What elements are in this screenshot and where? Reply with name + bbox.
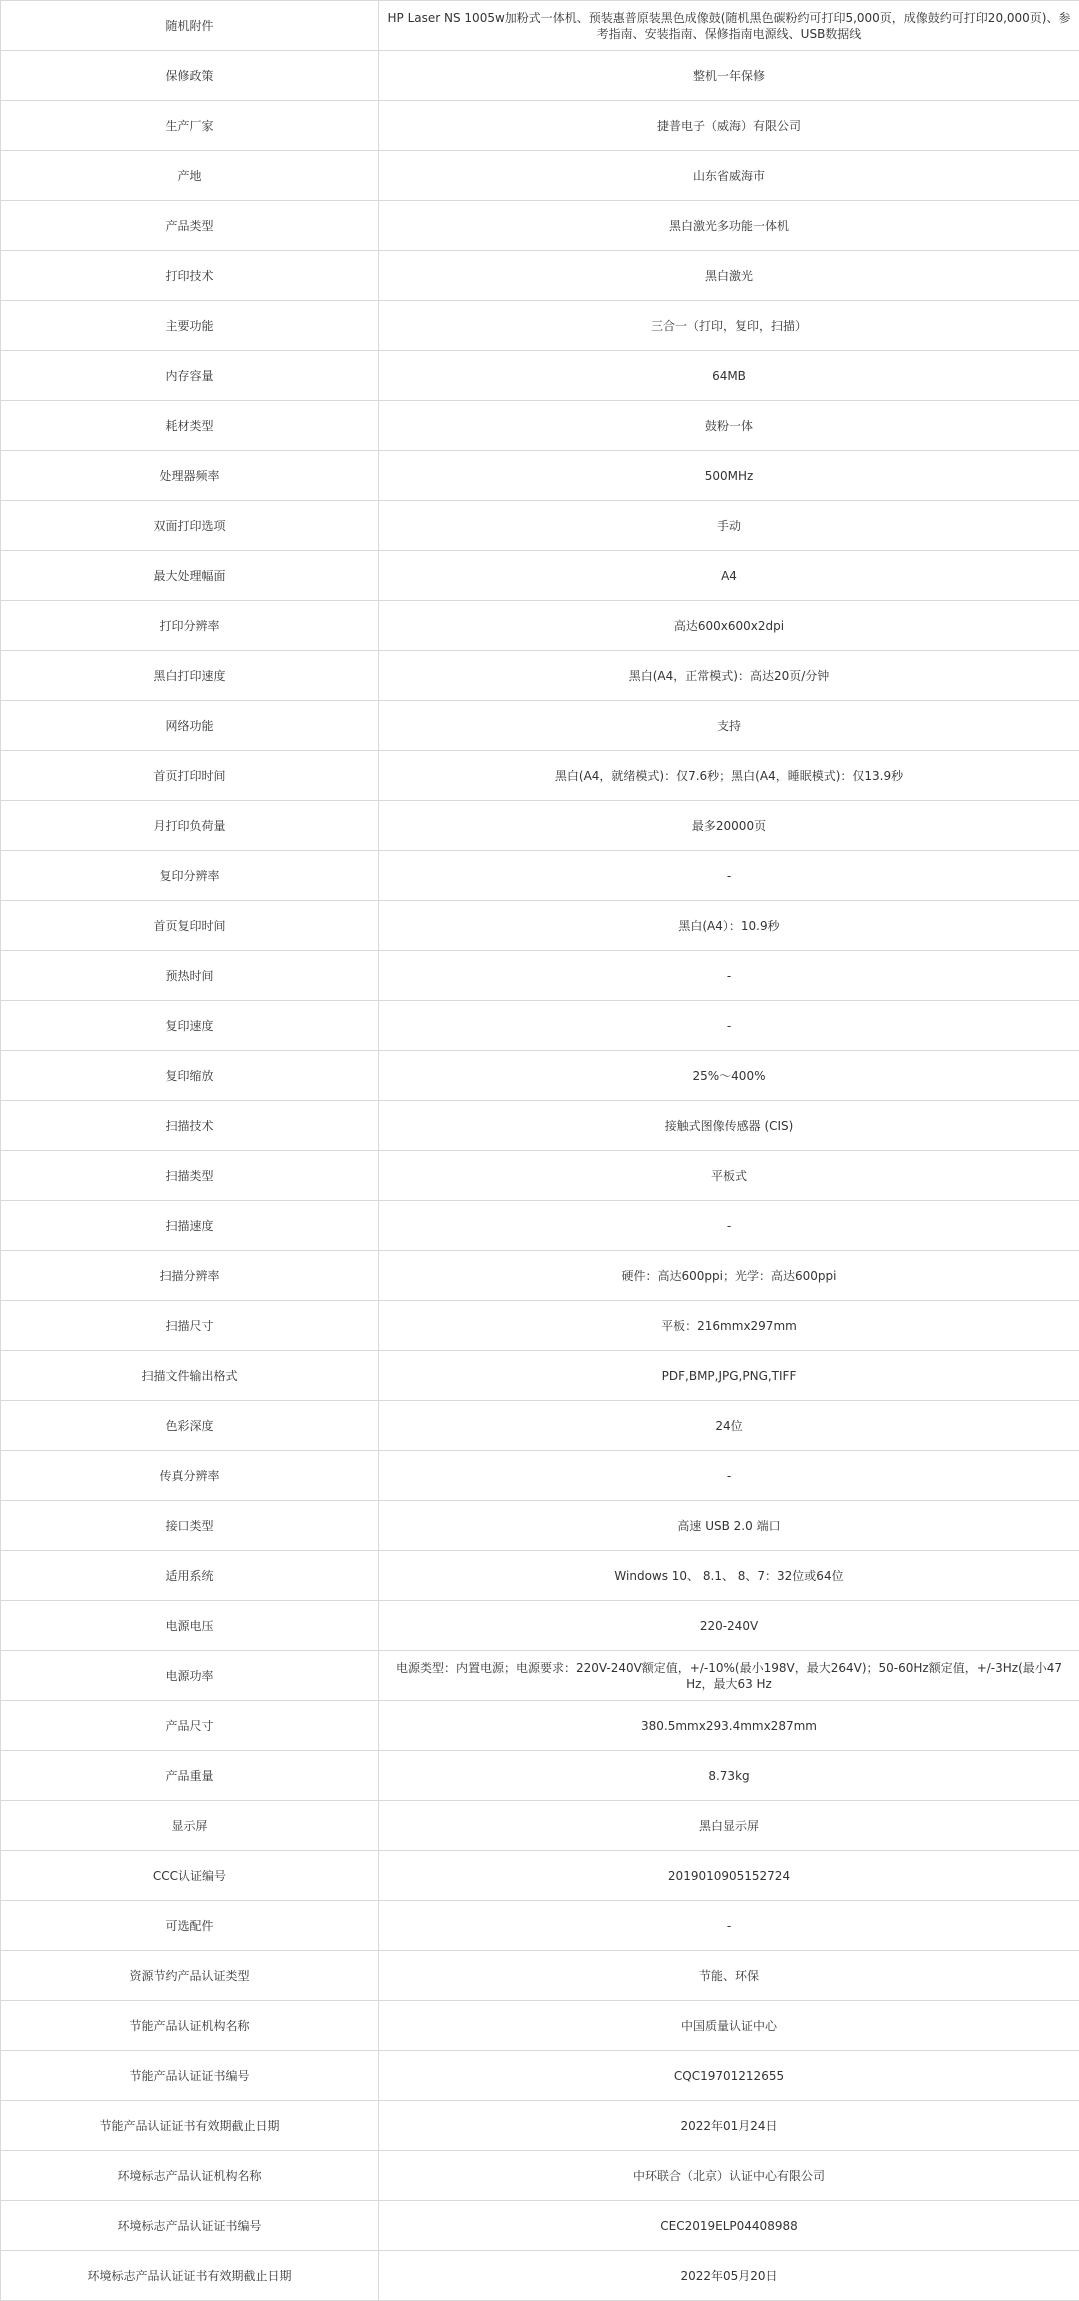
spec-row — [0, 251, 1079, 301]
spec-key: 扫描文件输出格式 — [0, 1351, 379, 1400]
spec-key: 可选配件 — [0, 1901, 379, 1950]
spec-row — [0, 1351, 1079, 1401]
spec-key: 传真分辨率 — [0, 1451, 379, 1500]
spec-key: 打印分辨率 — [0, 601, 379, 650]
spec-row — [0, 1851, 1079, 1901]
spec-key: 产品类型 — [0, 201, 379, 250]
spec-value: 平板式 — [710, 1168, 747, 1183]
spec-key: 主要功能 — [0, 301, 379, 350]
spec-value: 捷普电子（威海）有限公司 — [656, 118, 801, 133]
spec-value: A4 — [721, 568, 737, 583]
spec-key: 环境标志产品认证证书编号 — [0, 2201, 379, 2250]
spec-row — [0, 1551, 1079, 1601]
spec-value: 节能、环保 — [698, 1968, 759, 1983]
spec-row — [0, 951, 1079, 1001]
spec-row — [0, 1501, 1079, 1551]
spec-key: 复印速度 — [0, 1001, 379, 1050]
spec-row — [0, 1451, 1079, 1501]
spec-key: 复印缩放 — [0, 1051, 379, 1100]
spec-key: 产地 — [0, 151, 379, 200]
spec-row — [0, 1251, 1079, 1301]
spec-value: 2022年01月24日 — [680, 2118, 778, 2133]
spec-value: 8.73kg — [708, 1768, 750, 1783]
spec-value: 三合一（打印，复印，扫描） — [650, 318, 807, 333]
spec-row — [0, 601, 1079, 651]
spec-row — [0, 1201, 1079, 1251]
spec-key: CCC认证编号 — [0, 1851, 379, 1900]
spec-key: 节能产品认证证书编号 — [0, 2051, 379, 2100]
spec-key: 预热时间 — [0, 951, 379, 1000]
spec-key: 扫描尺寸 — [0, 1301, 379, 1350]
spec-row — [0, 651, 1079, 701]
spec-value: 2019010905152724 — [667, 1868, 791, 1883]
spec-value: 24位 — [715, 1418, 743, 1433]
spec-row — [0, 1001, 1079, 1051]
spec-row — [0, 351, 1079, 401]
spec-key: 扫描分辨率 — [0, 1251, 379, 1300]
spec-key: 打印技术 — [0, 251, 379, 300]
spec-row — [0, 1101, 1079, 1151]
spec-row — [0, 2251, 1079, 2301]
spec-row — [0, 151, 1079, 201]
spec-value: 中国质量认证中心 — [680, 2018, 777, 2033]
spec-value: 接触式图像传感器 (CIS) — [664, 1118, 794, 1133]
spec-row — [0, 51, 1079, 101]
spec-key: 节能产品认证机构名称 — [0, 2001, 379, 2050]
spec-value: 平板：216mmx297mm — [661, 1318, 797, 1333]
spec-key: 接口类型 — [0, 1501, 379, 1550]
spec-key: 月打印负荷量 — [0, 801, 379, 850]
spec-value: 黑白(A4）：10.9秒 — [678, 918, 780, 933]
spec-key: 黑白打印速度 — [0, 651, 379, 700]
spec-row — [0, 751, 1079, 801]
spec-value: 手动 — [716, 518, 741, 533]
spec-value: 2022年05月20日 — [680, 2268, 778, 2283]
spec-key: 随机附件 — [0, 1, 379, 50]
spec-row — [0, 201, 1079, 251]
spec-key: 扫描技术 — [0, 1101, 379, 1150]
spec-key: 耗材类型 — [0, 401, 379, 450]
spec-row — [0, 2101, 1079, 2151]
spec-value: 山东省威海市 — [692, 168, 765, 183]
spec-row — [0, 1151, 1079, 1201]
spec-key: 资源节约产品认证类型 — [0, 1951, 379, 2000]
spec-key: 保修政策 — [0, 51, 379, 100]
spec-row — [0, 1701, 1079, 1751]
spec-value: - — [726, 868, 732, 883]
spec-key: 适用系统 — [0, 1551, 379, 1600]
spec-row — [0, 1301, 1079, 1351]
spec-row — [0, 551, 1079, 601]
spec-value: 500MHz — [704, 468, 754, 483]
spec-value: CEC2019ELP04408988 — [660, 2218, 798, 2233]
spec-key: 色彩深度 — [0, 1401, 379, 1450]
spec-row — [0, 501, 1079, 551]
spec-key: 双面打印选项 — [0, 501, 379, 550]
spec-value: 高达600x600x2dpi — [673, 618, 785, 633]
spec-row — [0, 2201, 1079, 2251]
spec-row — [0, 301, 1079, 351]
spec-value: 支持 — [716, 718, 741, 733]
spec-value: 25%～400% — [692, 1068, 766, 1083]
spec-value: 最多20000页 — [691, 818, 767, 833]
spec-key: 处理器频率 — [0, 451, 379, 500]
spec-row — [0, 401, 1079, 451]
spec-value: 黑白激光多功能一体机 — [668, 218, 789, 233]
spec-key: 产品尺寸 — [0, 1701, 379, 1750]
spec-row — [0, 1951, 1079, 2001]
spec-row — [0, 851, 1079, 901]
spec-row — [0, 101, 1079, 151]
spec-row — [0, 451, 1079, 501]
spec-value: CQC19701212655 — [673, 2068, 785, 2083]
spec-value: - — [726, 968, 732, 983]
spec-key: 节能产品认证证书有效期截止日期 — [0, 2101, 379, 2150]
spec-value: 黑白(A4，就绪模式)：仅7.6秒；黑白(A4，睡眠模式)：仅13.9秒 — [554, 768, 904, 783]
spec-row — [0, 1751, 1079, 1801]
spec-row — [0, 901, 1079, 951]
spec-row — [0, 1901, 1079, 1951]
spec-value: 鼓粉一体 — [704, 418, 753, 433]
spec-value: 380.5mmx293.4mmx287mm — [641, 1718, 817, 1733]
spec-key: 首页复印时间 — [0, 901, 379, 950]
spec-value: 黑白显示屏 — [698, 1818, 759, 1833]
spec-key: 首页打印时间 — [0, 751, 379, 800]
spec-key: 产品重量 — [0, 1751, 379, 1800]
spec-key: 网络功能 — [0, 701, 379, 750]
spec-row — [0, 2051, 1079, 2101]
spec-key: 最大处理幅面 — [0, 551, 379, 600]
spec-value: - — [726, 1018, 732, 1033]
spec-key: 环境标志产品认证证书有效期截止日期 — [0, 2251, 379, 2300]
spec-value: Windows 10、 8.1、 8、7：32位或64位 — [614, 1568, 844, 1583]
spec-row — [0, 1051, 1079, 1101]
spec-row — [0, 801, 1079, 851]
spec-key: 内存容量 — [0, 351, 379, 400]
spec-row — [0, 2151, 1079, 2201]
spec-row — [0, 1601, 1079, 1651]
spec-key: 环境标志产品认证机构名称 — [0, 2151, 379, 2200]
spec-value: - — [726, 1218, 732, 1233]
spec-value: 黑白(A4，正常模式)：高达20页/分钟 — [628, 668, 830, 683]
spec-value: - — [726, 1918, 732, 1933]
spec-value: 高速 USB 2.0 端口 — [677, 1518, 781, 1533]
spec-value: 硬件：高达600ppi；光学：高达600ppi — [621, 1268, 837, 1283]
spec-value: 黑白激光 — [704, 268, 753, 283]
spec-key: 生产厂家 — [0, 101, 379, 150]
spec-key: 扫描类型 — [0, 1151, 379, 1200]
spec-value: - — [726, 1468, 732, 1483]
spec-value: 电源类型：内置电源；电源要求：220V-240V额定值，+/-10%(最小198V，最大264V)；50-60Hz额定值，+/-3Hz(最小47 Hz，最大63 Hz — [395, 1660, 1063, 1691]
spec-key: 电源功率 — [0, 1651, 379, 1700]
spec-row — [0, 701, 1079, 751]
spec-value: HP Laser NS 1005w加粉式一体机、预装惠普原装黑色成像鼓(随机黑色碳粉约可打印5,000页，成像鼓约可打印20,000页)、参考指南、安装指南、保修指南电源线、USB数据线 — [387, 10, 1071, 41]
spec-value: 220-240V — [699, 1618, 759, 1633]
spec-key: 显示屏 — [0, 1801, 379, 1850]
spec-value: 64MB — [712, 368, 746, 383]
spec-value: 中环联合（北京）认证中心有限公司 — [632, 2168, 825, 2183]
spec-row — [0, 2001, 1079, 2051]
spec-row — [0, 1, 1079, 51]
spec-row — [0, 1651, 1079, 1701]
spec-key: 扫描速度 — [0, 1201, 379, 1250]
spec-row — [0, 1801, 1079, 1851]
spec-row — [0, 1401, 1079, 1451]
spec-value: PDF,BMP,JPG,PNG,TIFF — [661, 1368, 797, 1383]
spec-key: 复印分辨率 — [0, 851, 379, 900]
spec-value: 整机一年保修 — [692, 68, 765, 83]
spec-key: 电源电压 — [0, 1601, 379, 1650]
